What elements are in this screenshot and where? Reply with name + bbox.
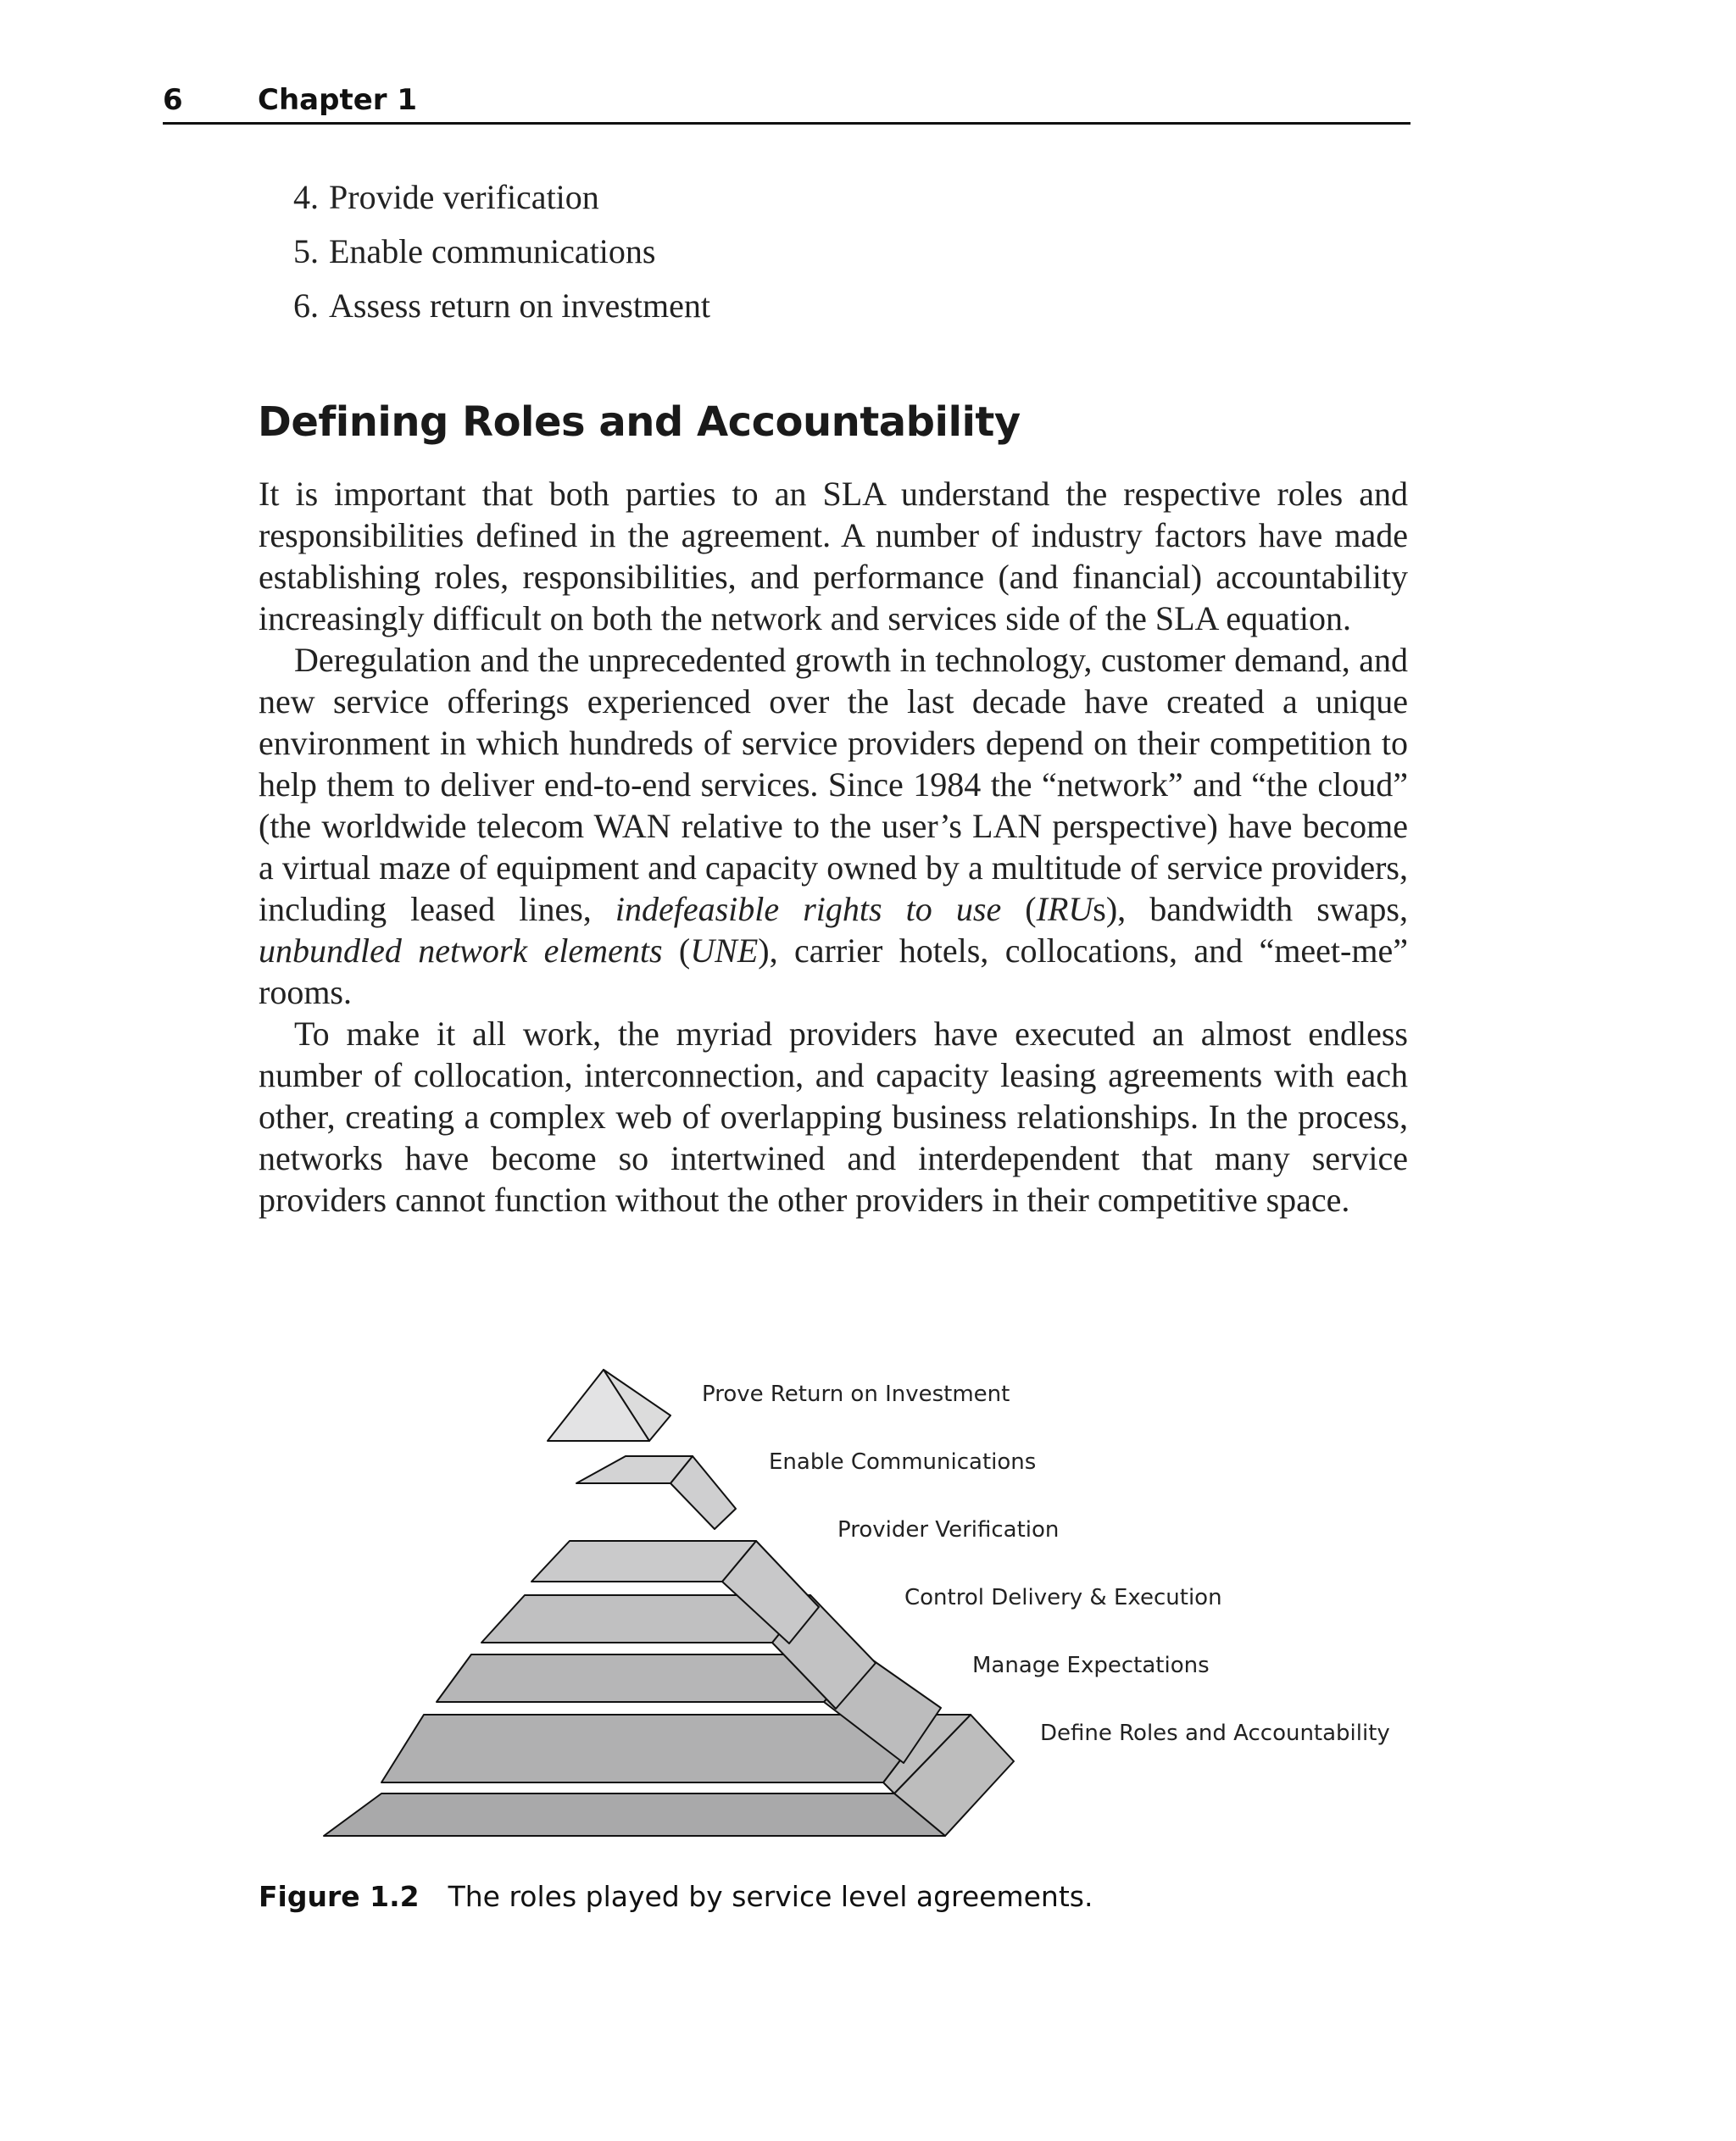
- term-une: unbundled network elements: [259, 931, 663, 970]
- pyramid-figure: [254, 1356, 1441, 1932]
- list-item-number: 4.: [293, 178, 319, 216]
- list-item-number: 6.: [293, 286, 319, 325]
- body-text: [259, 473, 1408, 1221]
- page-number: 6: [163, 83, 183, 117]
- list-item: [293, 231, 1226, 285]
- paragraph-2-text-c: (: [1001, 890, 1037, 928]
- paragraph-2-text-g: (: [662, 931, 691, 970]
- chapter-title: Chapter 1: [258, 83, 418, 117]
- figure-caption: [259, 1880, 1093, 1913]
- abbr-iru: IRU: [1036, 890, 1093, 928]
- running-header: [163, 83, 1410, 125]
- numbered-list: [293, 176, 1226, 339]
- paragraph-3: To make it all work, the myriad providers have executed an almost endless number of collocation, interconnection, and capacity leasing agreements with each other, creating a complex web of overlapping business relationships. In the process, networks have become so intertwined and interdependent that many service providers cannot function without the other providers in their competitive space.: [259, 1015, 1408, 1219]
- tier-6-front: [324, 1793, 945, 1836]
- paragraph-2-text-i: ), carrier hotels, collocations, and “meet-me” rooms.: [259, 931, 1408, 1011]
- list-item: [293, 285, 1226, 339]
- figure-number: Figure 1.2: [259, 1880, 420, 1913]
- tier-2-front: [531, 1541, 756, 1582]
- list-item-number: 5.: [293, 232, 319, 270]
- list-item: [293, 176, 1226, 231]
- list-item-text: Enable communications: [329, 232, 656, 270]
- paragraph-2: [259, 639, 1408, 1013]
- tier-label-prove-roi: Prove Return on Investment: [702, 1382, 1010, 1407]
- section-heading: Defining Roles and Accountability: [258, 398, 1021, 446]
- figure-caption-text: The roles played by service level agreements.: [448, 1880, 1093, 1913]
- tier-label-provider-verification: Provider Verification: [837, 1517, 1060, 1543]
- paragraph-2-text-a: Deregulation and the unprecedented growth in technology, customer demand, and new service offerings experienced over the last decade have created a unique environment in which hundreds of service providers depend on their competition to help them to deliver end-to-end services. Since 1984 the “network” and “the cloud” (the worldwide telecom WAN relative to the user’s LAN perspective) have become a virtual maze of equipment and capacity owned by a multitude of service providers, including leased lines,: [259, 641, 1408, 928]
- tier-label-define-roles: Define Roles and Accountability: [1040, 1721, 1390, 1746]
- paragraph-1: It is important that both parties to an SLA understand the respective roles and responsibilities defined in the agreement. A number of industry factors have made establishing roles, responsibilities, and performance (and financial) accountability increasingly difficult on both the network and services side of the SLA equation.: [259, 475, 1408, 637]
- tier-5-front: [381, 1715, 935, 1782]
- paragraph-2-text-e: s), bandwidth swaps,: [1093, 890, 1408, 928]
- tier-label-manage-expectations: Manage Expectations: [972, 1653, 1210, 1678]
- pyramid-diagram: [254, 1356, 1441, 1865]
- tier-label-control-delivery: Control Delivery & Execution: [904, 1585, 1222, 1610]
- term-iru: indefeasible rights to use: [615, 890, 1002, 928]
- list-item-text: Assess return on investment: [329, 286, 710, 325]
- list-item-text: Provide verification: [329, 178, 599, 216]
- abbr-une: UNE: [690, 931, 759, 970]
- tier-label-enable-communications: Enable Communications: [769, 1449, 1037, 1475]
